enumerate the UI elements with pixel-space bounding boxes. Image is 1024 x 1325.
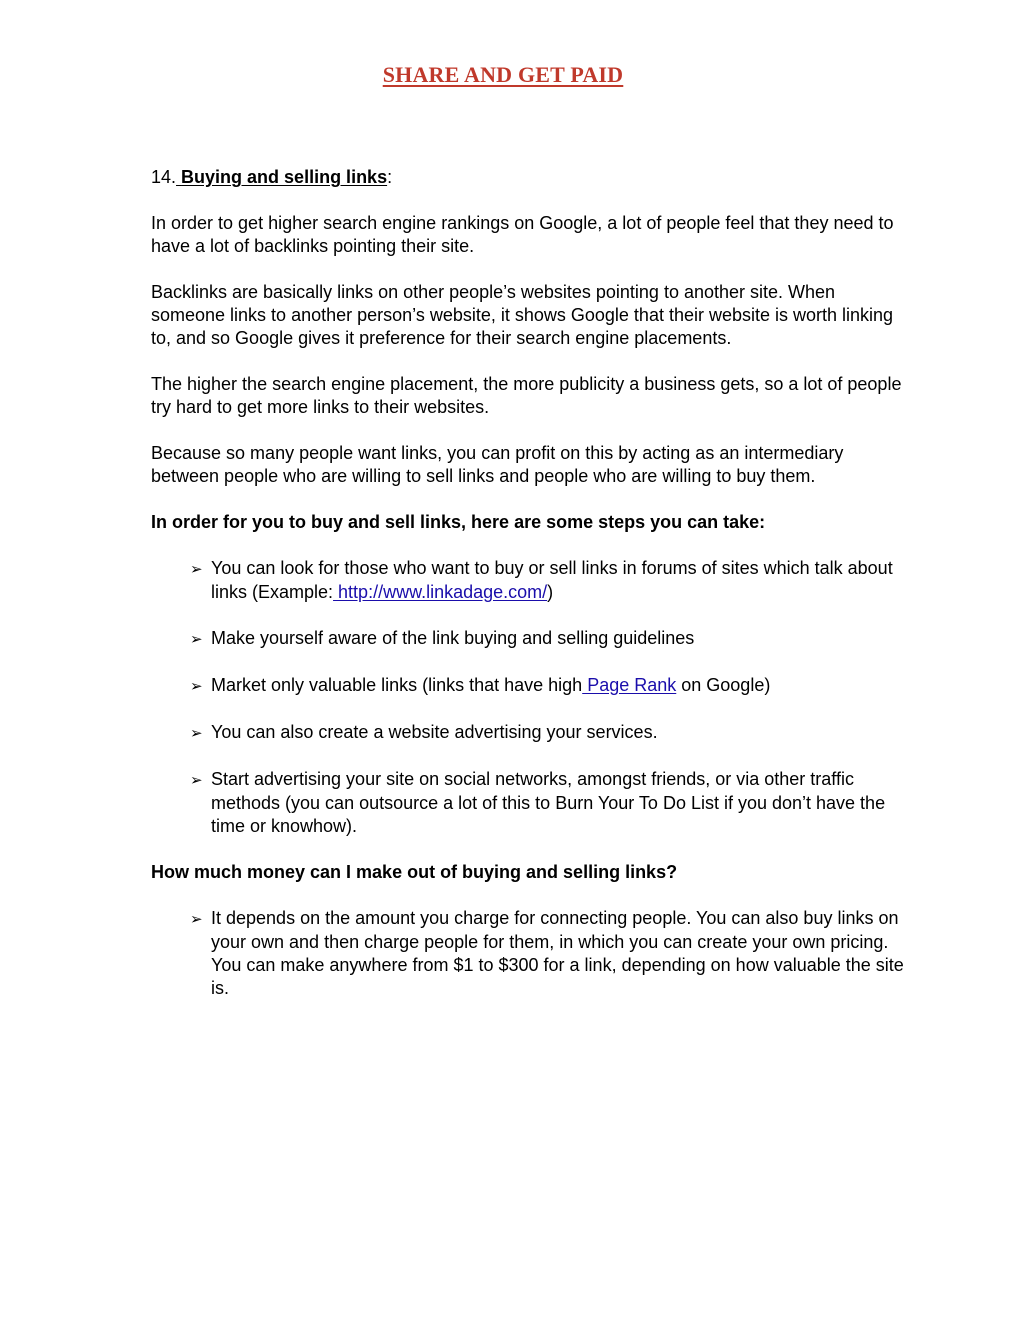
list-item (181, 674, 911, 698)
paragraph-4: Because so many people want links, you can profit on this by acting as an intermediary between people who are willing to sell links and people who are willing to buy them. (151, 443, 844, 486)
arrowhead-bullet-icon: ➢ (190, 772, 203, 789)
list-item (181, 721, 911, 745)
step-5-text: Start advertising your site on social networks, amongst friends, or via other traffic methods (you can outsource a lot of this to Burn Your To Do List if you don’t have the time or knowhow). (211, 769, 886, 836)
paragraph-3: The higher the search engine placement, the more publicity a business gets, so a lot of people try hard to get more links to their websites. (151, 374, 902, 417)
arrowhead-bullet-icon: ➢ (190, 631, 203, 648)
list-item (181, 907, 911, 1000)
step-1-text: You can look for those who want to buy or sell links in forums of sites which talk about links (Example: (211, 558, 893, 602)
money-heading: How much money can I make out of buying and selling links? (151, 862, 678, 882)
list-item (181, 627, 911, 651)
paragraph-1: In order to get higher search engine rankings on Google, a lot of people feel that they need to have a lot of backlinks pointing their site. (151, 213, 894, 256)
section-title-suffix: : (387, 167, 393, 187)
section-number: 14. (151, 167, 177, 187)
step-3-after: on Google) (676, 675, 771, 695)
document-body (151, 166, 911, 1023)
step-4-text: You can also create a website advertising your services. (211, 722, 658, 742)
arrowhead-bullet-icon: ➢ (190, 725, 203, 742)
page-rank-link[interactable]: Page Rank (582, 675, 677, 695)
linkadage-link[interactable]: http://www.linkadage.com/ (333, 582, 548, 602)
paragraph-2: Backlinks are basically links on other people’s websites pointing to another site. When someone links to another person’s website, it shows Google that their website is worth linking to, and so Google gives it preference for their search engine placements. (151, 282, 894, 348)
step-3-text: Market only valuable links (links that have high (211, 675, 583, 695)
section-heading (151, 166, 911, 189)
steps-list (151, 557, 911, 838)
arrowhead-bullet-icon: ➢ (190, 561, 203, 578)
step-1-after: ) (547, 582, 554, 602)
step-2-text: Make yourself aware of the link buying and selling guidelines (211, 628, 695, 648)
page-title: SHARE AND GET PAID (382, 62, 624, 87)
money-list (151, 907, 911, 1000)
steps-heading: In order for you to buy and sell links, here are some steps you can take: (151, 512, 766, 532)
list-item (181, 768, 911, 838)
section-title: Buying and selling links (181, 167, 388, 187)
arrowhead-bullet-icon: ➢ (190, 911, 203, 928)
money-bullet-text: It depends on the amount you charge for connecting people. You can also buy links on your own and then charge people for them, in which you can create your own pricing. You can make anywhere from $1 to $300 for a link, depending on how valuable the site is. (211, 908, 904, 998)
list-item (181, 557, 911, 604)
arrowhead-bullet-icon: ➢ (190, 678, 203, 695)
